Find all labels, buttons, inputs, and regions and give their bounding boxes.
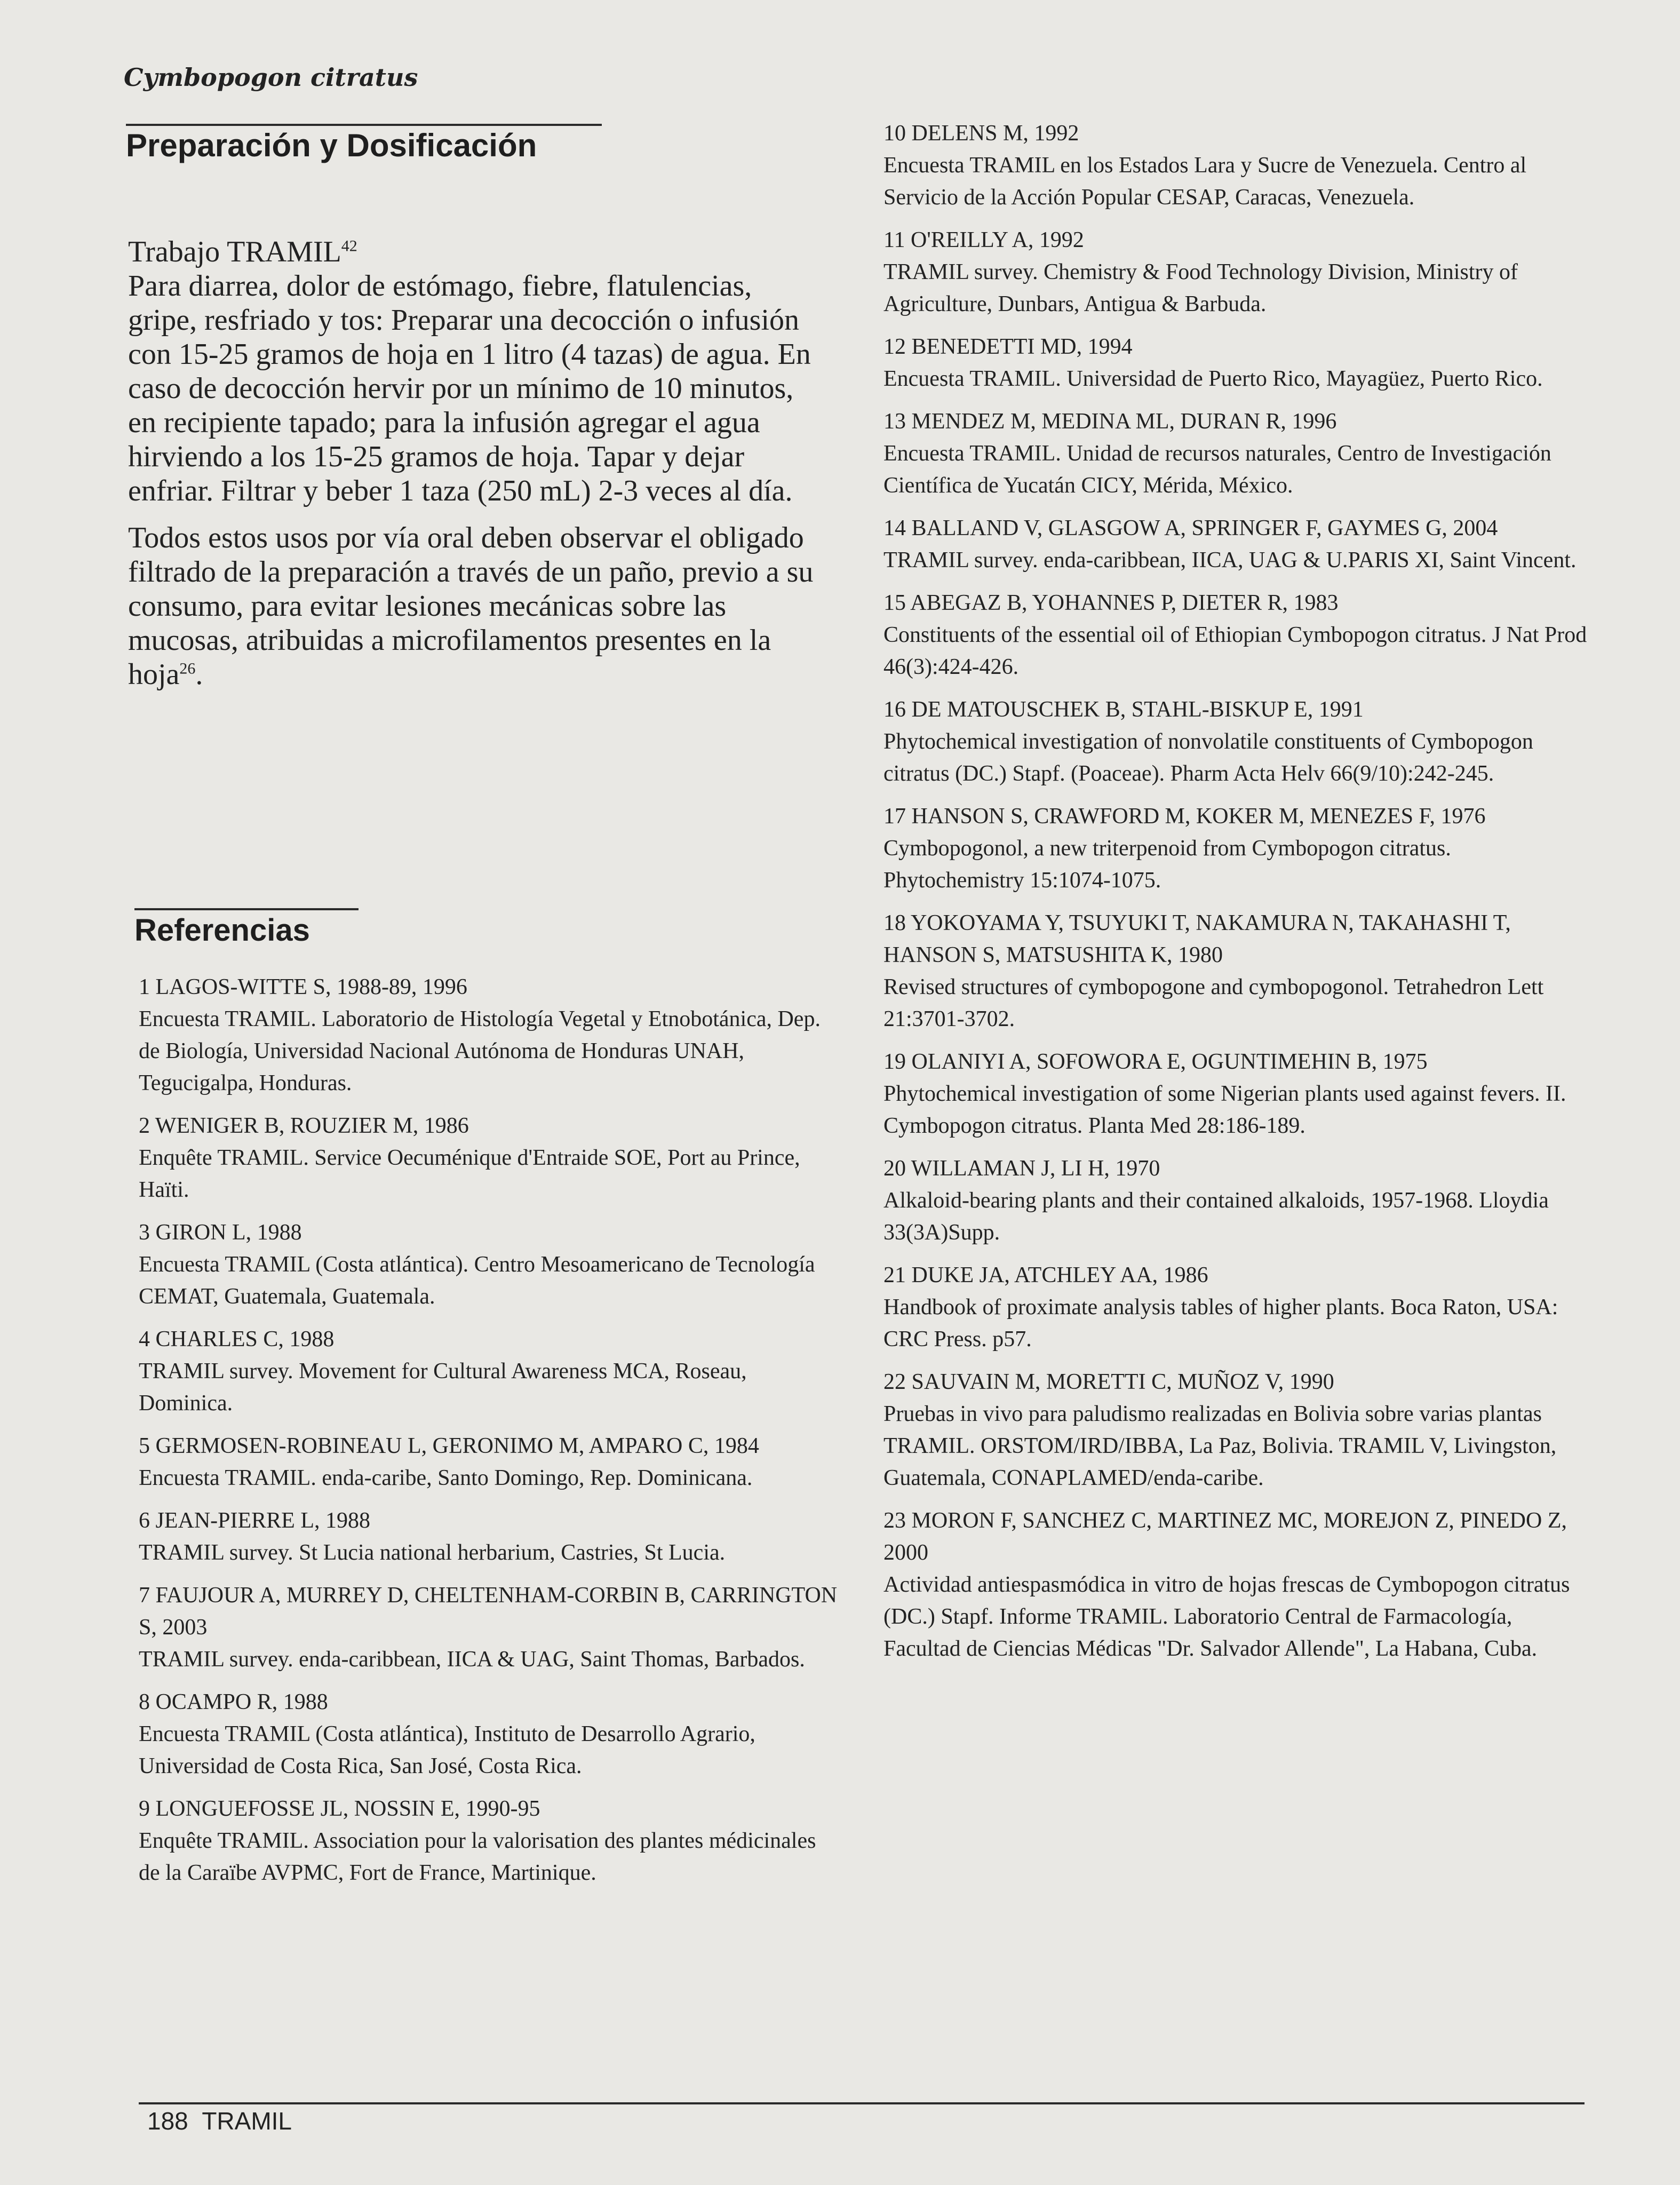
- references-right-column: [883, 117, 1588, 1675]
- reference-item: [883, 907, 1588, 1035]
- reference-source: TRAMIL survey. Movement for Cultural Awareness MCA, Roseau, Dominica.: [139, 1359, 747, 1416]
- reference-item: [883, 406, 1588, 502]
- reference-source: Pruebas in vivo para paludismo realizadas en Bolivia sobre varias plantas TRAMIL. ORSTOM/IRD/IBBA, La Paz, Bolivia. TRAMIL V, Livingston, Guatemala, CONAPLAMED/enda-caribe.: [883, 1402, 1557, 1490]
- reference-item: [883, 694, 1588, 790]
- reference-authors: 20 WILLAMAN J, LI H, 1970: [883, 1156, 1160, 1181]
- page-footer: [147, 2107, 292, 2135]
- reference-source: Encuesta TRAMIL (Costa atlántica). Centro Mesoamericano de Tecnología CEMAT, Guatemala, Guatemala.: [139, 1252, 815, 1309]
- reference-item: [139, 1579, 838, 1675]
- reference-item: [883, 1046, 1588, 1142]
- reference-source: Encuesta TRAMIL. Unidad de recursos naturales, Centro de Investigación Científica de Yucatán CICY, Mérida, México.: [883, 441, 1551, 498]
- reference-authors: 2 WENIGER B, ROUZIER M, 1986: [139, 1114, 469, 1138]
- reference-authors: 8 OCAMPO R, 1988: [139, 1690, 328, 1714]
- reference-authors: 13 MENDEZ M, MEDINA ML, DURAN R, 1996: [883, 409, 1337, 434]
- reference-source: Phytochemical investigation of some Nigerian plants used against fevers. II. Cymbopogon citratus. Planta Med 28:186-189.: [883, 1082, 1566, 1138]
- reference-source: Revised structures of cymbopogone and cymbopogonol. Tetrahedron Lett 21:3701-3702.: [883, 975, 1544, 1031]
- reference-source: Constituents of the essential oil of Ethiopian Cymbopogon citratus. J Nat Prod 46(3):424-426.: [883, 623, 1587, 679]
- reference-authors: 1 LAGOS-WITTE S, 1988-89, 1996: [139, 975, 467, 999]
- reference-item: [883, 1505, 1588, 1665]
- reference-source: TRAMIL survey. enda-caribbean, IICA & UAG, Saint Thomas, Barbados.: [139, 1647, 805, 1672]
- reference-authors: 15 ABEGAZ B, YOHANNES P, DIETER R, 1983: [883, 591, 1339, 615]
- reference-item: [139, 1686, 838, 1782]
- reference-authors: 3 GIRON L, 1988: [139, 1220, 302, 1245]
- reference-authors: 17 HANSON S, CRAWFORD M, KOKER M, MENEZES F, 1976: [883, 804, 1486, 829]
- reference-authors: 22 SAUVAIN M, MORETTI C, MUÑOZ V, 1990: [883, 1370, 1334, 1394]
- reference-authors: 10 DELENS M, 1992: [883, 121, 1079, 146]
- footer-label: TRAMIL: [202, 2107, 292, 2135]
- reference-source: Enquête TRAMIL. Service Oecuménique d'Entraide SOE, Port au Prince, Haïti.: [139, 1146, 800, 1202]
- reference-source: Encuesta TRAMIL. Laboratorio de Histología Vegetal y Etnobotánica, Dep. de Biología, Universidad Nacional Autónoma de Honduras UNAH, Tegucigalpa, Honduras.: [139, 1007, 821, 1095]
- reference-authors: 6 JEAN-PIERRE L, 1988: [139, 1508, 370, 1533]
- preparation-subhead: Trabajo TRAMIL$^{42}$: [128, 235, 357, 268]
- reference-item: [883, 1153, 1588, 1249]
- preparation-paragraph-2: Todos estos usos por vía oral deben observar el obligado filtrado de la preparación a través de un paño, previo a su consumo, para evitar lesiones mecánicas sobre las mucosas, atribuidas a microfilamentos presentes en la hoja$^{26}$.: [128, 521, 814, 691]
- footer-rule: [139, 2102, 1585, 2104]
- reference-item: [139, 1430, 838, 1494]
- reference-source: Enquête TRAMIL. Association pour la valorisation des plantes médicinales de la Caraïbe AVPMC, Fort de France, Martinique.: [139, 1829, 816, 1885]
- reference-authors: 9 LONGUEFOSSE JL, NOSSIN E, 1990-95: [139, 1797, 540, 1821]
- running-title: Cymbopogon citratus: [124, 63, 418, 92]
- reference-source: Encuesta TRAMIL (Costa atlántica), Instituto de Desarrollo Agrario, Universidad de Costa Rica, San José, Costa Rica.: [139, 1722, 755, 1778]
- preparation-paragraph-1: Para diarrea, dolor de estómago, fiebre, flatulencias, gripe, resfriado y tos: Preparar una decocción o infusión con 15-25 gramos de hoja en 1 litro (4 tazas) de agua. En caso de decocción hervir por un mínimo de 10 minutos, en recipiente tapado; para la infusión agregar el agua hirviendo a los 15-25 gramos de hoja. Tapar y dejar enfriar. Filtrar y beber 1 taza (250 mL) 2-3 veces al día.: [128, 269, 811, 507]
- reference-authors: 21 DUKE JA, ATCHLEY AA, 1986: [883, 1263, 1208, 1288]
- reference-item: [883, 1366, 1588, 1494]
- reference-source: Encuesta TRAMIL. enda-caribe, Santo Domingo, Rep. Dominicana.: [139, 1466, 753, 1490]
- reference-item: [139, 1323, 838, 1419]
- reference-authors: 18 YOKOYAMA Y, TSUYUKI T, NAKAMURA N, TAKAHASHI T, HANSON S, MATSUSHITA K, 1980: [883, 911, 1511, 967]
- reference-authors: 16 DE MATOUSCHEK B, STAHL-BISKUP E, 1991: [883, 697, 1364, 722]
- reference-authors: 19 OLANIYI A, SOFOWORA E, OGUNTIMEHIN B, 1975: [883, 1050, 1428, 1074]
- reference-authors: 4 CHARLES C, 1988: [139, 1327, 335, 1352]
- reference-item: [139, 1793, 838, 1889]
- reference-source: Encuesta TRAMIL. Universidad de Puerto Rico, Mayagüez, Puerto Rico.: [883, 367, 1543, 391]
- page-number: 188: [147, 2107, 188, 2135]
- reference-source: Handbook of proximate analysis tables of higher plants. Boca Raton, USA: CRC Press. p57.: [883, 1295, 1558, 1352]
- reference-item: [883, 587, 1588, 683]
- reference-item: [883, 331, 1588, 395]
- reference-item: [883, 512, 1588, 576]
- references-heading: Referencias: [134, 913, 310, 948]
- preparation-heading: Preparación y Dosificación: [126, 128, 537, 163]
- reference-authors: 14 BALLAND V, GLASGOW A, SPRINGER F, GAYMES G, 2004: [883, 516, 1498, 541]
- reference-source: TRAMIL survey. St Lucia national herbarium, Castries, St Lucia.: [139, 1540, 726, 1565]
- references-rule: [134, 908, 359, 910]
- preparation-text: [128, 235, 822, 704]
- reference-source: Encuesta TRAMIL en los Estados Lara y Sucre de Venezuela. Centro al Servicio de la Acción Popular CESAP, Caracas, Venezuela.: [883, 153, 1527, 210]
- references-left-column: [139, 971, 838, 1900]
- reference-source: TRAMIL survey. enda-caribbean, IICA, UAG & U.PARIS XI, Saint Vincent.: [883, 548, 1577, 573]
- reference-authors: 12 BENEDETTI MD, 1994: [883, 335, 1133, 359]
- reference-source: Phytochemical investigation of nonvolatile constituents of Cymbopogon citratus (DC.) Stapf. (Poaceae). Pharm Acta Helv 66(9/10):242-245.: [883, 729, 1533, 786]
- reference-authors: 11 O'REILLY A, 1992: [883, 228, 1084, 252]
- reference-item: [139, 1505, 838, 1569]
- reference-item: [883, 224, 1588, 320]
- reference-item: [139, 971, 838, 1099]
- reference-source: Actividad antiespasmódica in vitro de hojas frescas de Cymbopogon citratus (DC.) Stapf. Informe TRAMIL. Laboratorio Central de Farmacología, Facultad de Ciencias Médicas "Dr. Salvador Allende", La Habana, Cuba.: [883, 1572, 1570, 1661]
- heading-rule: [126, 124, 602, 126]
- reference-source: Cymbopogonol, a new triterpenoid from Cymbopogon citratus. Phytochemistry 15:1074-1075.: [883, 836, 1451, 893]
- reference-source: TRAMIL survey. Chemistry & Food Technology Division, Ministry of Agriculture, Dunbars, Antigua & Barbuda.: [883, 260, 1518, 316]
- reference-item: [883, 800, 1588, 896]
- reference-authors: 7 FAUJOUR A, MURREY D, CHELTENHAM-CORBIN B, CARRINGTON S, 2003: [139, 1583, 838, 1640]
- reference-authors: 5 GERMOSEN-ROBINEAU L, GERONIMO M, AMPARO C, 1984: [139, 1434, 759, 1458]
- reference-item: [883, 117, 1588, 213]
- reference-item: [139, 1217, 838, 1313]
- reference-authors: 23 MORON F, SANCHEZ C, MARTINEZ MC, MOREJON Z, PINEDO Z, 2000: [883, 1508, 1567, 1565]
- reference-item: [139, 1110, 838, 1206]
- reference-source: Alkaloid-bearing plants and their contained alkaloids, 1957-1968. Lloydia 33(3A)Supp.: [883, 1188, 1549, 1245]
- reference-item: [883, 1259, 1588, 1355]
